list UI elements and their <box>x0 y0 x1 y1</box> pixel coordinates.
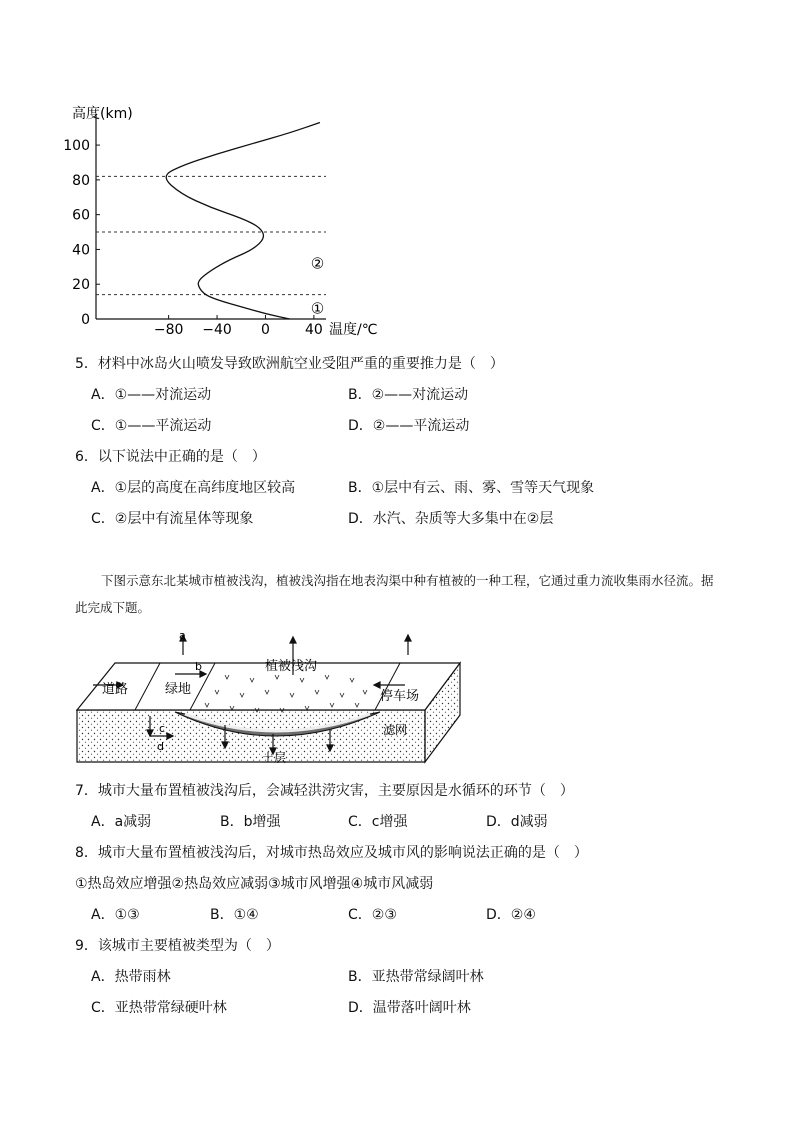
question-6-option-c[interactable]: C．②层中有流星体等现象 <box>91 511 254 527</box>
chart-axes <box>96 114 326 319</box>
question-6-stem: 6．以下说法中正确的是（ ） <box>75 449 266 465</box>
question-5-stem: 5．材料中冰岛火山喷发导致欧洲航空业受阻严重的重要推力是（ ） <box>75 356 504 372</box>
label-d: d <box>157 740 164 753</box>
temperature-curve <box>166 122 320 319</box>
y-tick-label: 0 <box>81 312 90 328</box>
question-8-option-a[interactable]: A．①③ <box>91 907 140 923</box>
temperature-line <box>166 122 320 319</box>
y-tick-label: 100 <box>63 138 90 155</box>
question-7-option-c[interactable]: C．c增强 <box>348 814 408 830</box>
question-7-option-b[interactable]: B．b增强 <box>220 814 281 830</box>
chart-labels <box>63 105 377 338</box>
question-8-option-d[interactable]: D．②④ <box>486 907 536 923</box>
question-9-option-b[interactable]: B．亚热带常绿阔叶林 <box>348 969 484 985</box>
layer-label: ② <box>310 254 325 273</box>
label-a: a <box>179 629 186 642</box>
question-8-statements: ①热岛效应增强②热岛效应减弱③城市风增强④城市风减弱 <box>75 876 434 892</box>
question-5-option-c[interactable]: C．①——平流运动 <box>91 418 212 434</box>
road-label: 道路 <box>102 682 129 697</box>
x-tick-label: 40 <box>304 322 323 338</box>
question-7-option-d[interactable]: D．d减弱 <box>486 814 548 830</box>
y-tick-label: 40 <box>72 242 90 259</box>
green-label: 绿地 <box>165 682 192 697</box>
x-tick-label: −80 <box>153 322 184 338</box>
y-tick-label: 20 <box>72 277 90 294</box>
layer-label: ① <box>310 299 325 318</box>
vegetated-swale-diagram <box>75 630 465 765</box>
filter-label: 滤网 <box>383 723 408 737</box>
x-tick-label: 0 <box>261 322 270 338</box>
question-9-stem: 9．该城市主要植被类型为（ ） <box>75 938 280 954</box>
question-5-option-a[interactable]: A．①——对流运动 <box>91 387 212 403</box>
label-b: b <box>195 660 202 673</box>
x-tick-label: −40 <box>202 322 232 338</box>
question-8-option-b[interactable]: B．①④ <box>210 907 259 923</box>
temperature-altitude-chart <box>60 100 378 340</box>
question-9-option-a[interactable]: A．热带雨林 <box>91 969 171 985</box>
y-tick-label: 80 <box>72 172 90 189</box>
question-9-option-c[interactable]: C．亚热带常绿硬叶林 <box>91 1000 227 1016</box>
soil-front-face <box>77 710 425 762</box>
question-6-option-a[interactable]: A．①层的高度在高纬度地区较高 <box>91 480 296 496</box>
question-6-option-b[interactable]: B．①层中有云、雨、雾、雪等天气现象 <box>348 480 595 496</box>
material-intro: 下图示意东北某城市植被浅沟，植被浅沟指在地表沟渠中种有植被的一种工程，它通过重力流收集雨水径流。据此完成下题。 <box>75 573 714 615</box>
question-5-option-d[interactable]: D．②——平流运动 <box>348 418 470 434</box>
label-c: c <box>159 722 166 735</box>
question-7-stem: 7．城市大量布置植被浅沟后，会减轻洪涝灾害，主要原因是水循环的环节（ ） <box>75 783 574 799</box>
question-6-option-d[interactable]: D．水汽、杂质等大多集中在②层 <box>348 511 554 527</box>
question-7-option-a[interactable]: A．a减弱 <box>91 814 152 830</box>
question-9-option-d[interactable]: D．温带落叶阔叶林 <box>348 1000 471 1016</box>
parking-label: 停车场 <box>380 689 420 704</box>
x-axis-title: 温度/℃ <box>329 322 378 338</box>
y-tick-label: 60 <box>72 207 90 224</box>
soil-label: 土层 <box>262 751 287 765</box>
layer-boundaries <box>96 176 326 294</box>
swale-label: 植被浅沟 <box>265 659 318 674</box>
question-8-option-c[interactable]: C．②③ <box>348 907 397 923</box>
question-5-option-b[interactable]: B．②——对流运动 <box>348 387 469 403</box>
y-axis-title: 高度(km) <box>72 106 133 122</box>
question-8-stem: 8．城市大量布置植被浅沟后，对城市热岛效应及城市风的影响说法正确的是（ ） <box>75 845 588 861</box>
